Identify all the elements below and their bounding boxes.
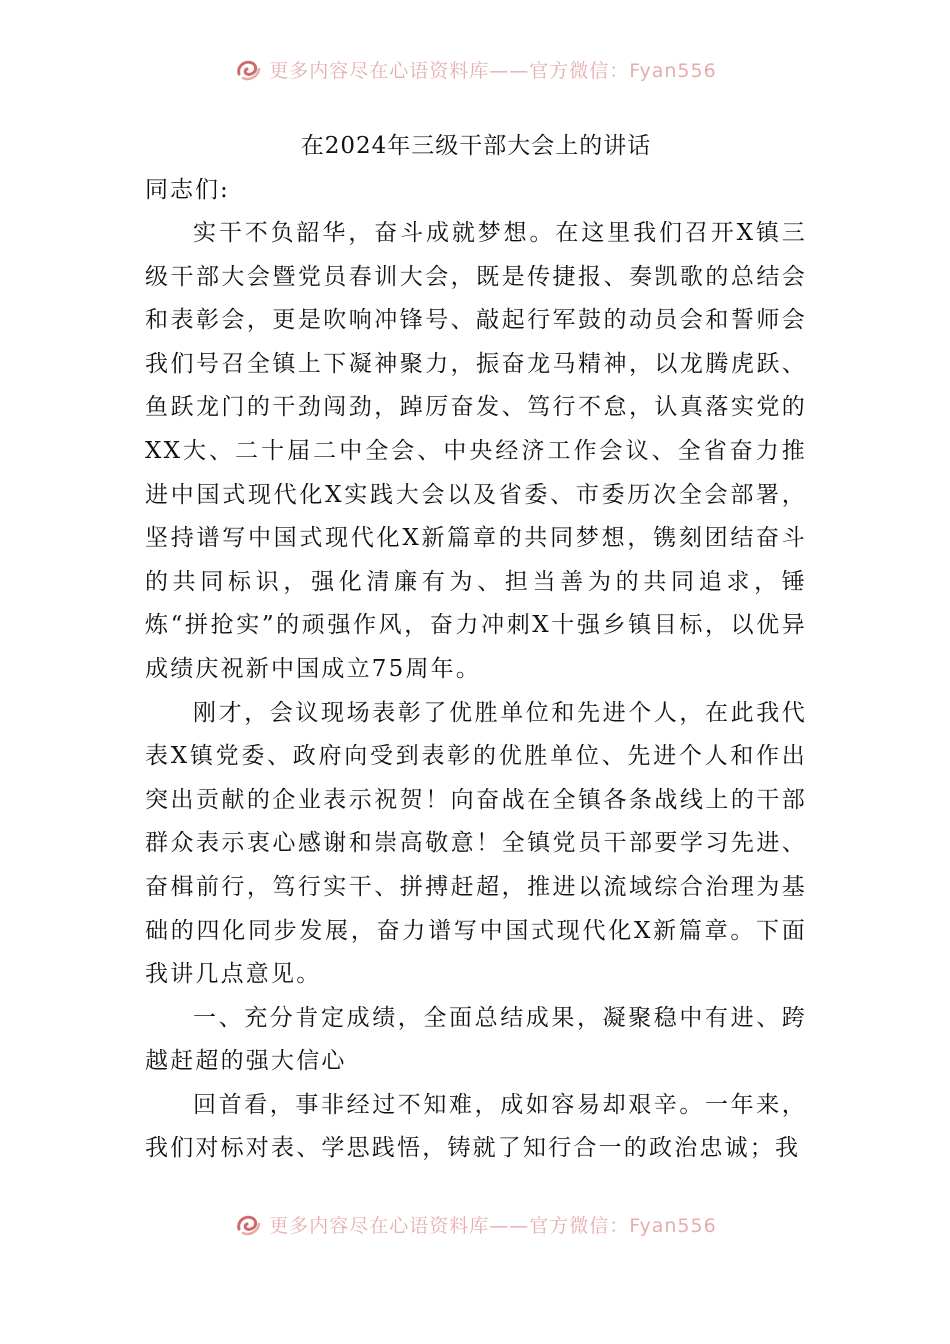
section-heading: 一、充分肯定成绩，全面总结成果，凝聚稳中有进、跨越赶超的强大信心 [145, 1004, 807, 1075]
watermark-text: 更多内容尽在心语资料库——官方微信：Fyan556 [269, 1214, 717, 1237]
salutation: 同志们: [145, 177, 230, 203]
watermark-header [0, 52, 950, 86]
paragraph: 实干不负韶华，奋斗成就梦想。在这里我们召开X镇三级干部大会暨党员春训大会，既是传捷报、奏凯歌的总结会和表彰会，更是吹响冲锋号、敲起行军鼓的动员会和誓师会我们号召全镇上下凝神聚力，振奋龙马精神，以龙腾虎跃、鱼跃龙门的干劲闯劲，踔厉奋发、笃行不怠，认真落实党的XX大、二十届二中全会、中央经济工作会议、全省奋力推进中国式现代化X实践大会以及省委、市委历次全会部署，坚持谱写中国式现代化X新篇章的共同梦想，镌刻团结奋斗的共同标识，强化清廉有为、担当善为的共同追求，锤炼“拼抢实”的顽强作风，奋力冲刺X十强乡镇目标，以优异成绩庆祝新中国成立75周年。 [145, 220, 807, 682]
paragraph: 回首看，事非经过不知难，成如容易却艰辛。一年来，我们对标对表、学思践悟，铸就了知行合一的政治忠诚；我 [145, 1091, 807, 1162]
watermark-footer [0, 1207, 950, 1241]
document-title: 在2024年三级干部大会上的讲话 [300, 133, 652, 159]
swirl-logo-icon [233, 1209, 263, 1239]
swirl-logo-icon [233, 54, 263, 84]
paragraph: 刚才，会议现场表彰了优胜单位和先进个人，在此我代表X镇党委、政府向受到表彰的优胜单位、先进个人和作出突出贡献的企业表示祝贺！向奋战在全镇各条战线上的干部群众表示衷心感谢和崇高敬意！全镇党员干部要学习先进、奋楫前行，笃行实干、拼搏赶超，推进以流域综合治理为基础的四化同步发展，奋力谱写中国式现代化X新篇章。下面我讲几点意见。 [145, 699, 807, 988]
document-body [145, 124, 807, 1171]
watermark-text: 更多内容尽在心语资料库——官方微信：Fyan556 [269, 59, 717, 82]
